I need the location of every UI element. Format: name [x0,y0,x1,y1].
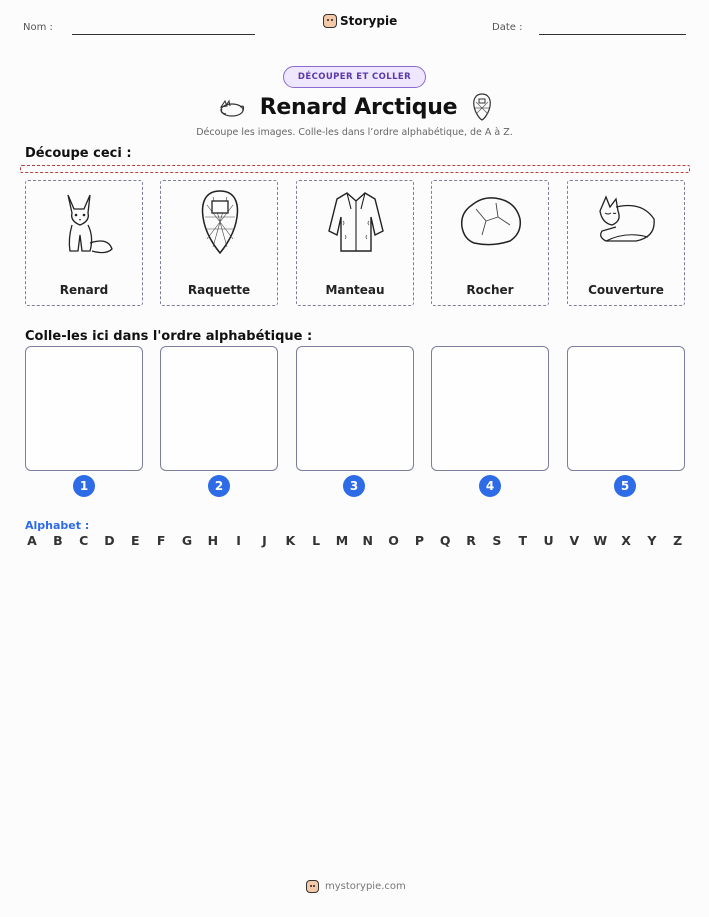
sleeping-fox-blanket-icon [592,187,662,257]
alphabet-letter: I [236,533,241,548]
number-badge-1: 1 [73,475,95,497]
paste-section-heading: Colle-les ici dans l'ordre alphabétique : [25,329,313,344]
cut-label: Couverture [588,283,664,297]
cut-section-heading: Découpe ceci : [25,146,132,161]
snowshoe-icon [185,187,255,257]
alphabet-letter: G [181,533,193,548]
alphabet-letter: M [335,533,349,548]
alphabet-letter: O [388,533,399,548]
alphabet-letter: H [207,533,219,548]
alphabet-row [25,533,685,548]
header-bar [0,14,709,40]
cut-line [20,165,690,173]
alphabet-letter: R [466,533,476,548]
date-label: Date : [492,22,523,33]
cut-label: Manteau [325,283,385,297]
date-line[interactable] [539,34,686,35]
number-badge-4: 4 [479,475,501,497]
cut-card-manteau[interactable] [296,180,414,306]
alphabet-letter: Q [439,533,451,548]
alphabet-letter: A [27,533,37,548]
alphabet-letter: U [543,533,554,548]
alphabet-letter: Z [673,533,683,548]
cut-card-raquette[interactable] [160,180,278,306]
arctic-fox-icon [50,187,120,257]
storypie-mascot-icon [323,14,337,28]
alphabet-letter: N [362,533,373,548]
alphabet-letter: K [285,533,296,548]
cut-card-renard[interactable] [25,180,143,306]
alphabet-letter: J [262,533,267,548]
alphabet-letter: B [53,533,63,548]
alphabet-letter: C [79,533,89,548]
instructions: Découpe les images. Colle-les dans l’ordre alphabétique, de A à Z. [196,127,513,138]
brand-name: Storypie [340,14,398,28]
cut-card-couverture[interactable] [567,180,685,306]
number-badge-3: 3 [343,475,365,497]
page-title: Renard Arctique [259,94,458,120]
alphabet-letter: Y [647,533,657,548]
alphabet-letter: V [569,533,580,548]
cut-label: Rocher [466,283,514,297]
cut-label: Renard [59,283,109,297]
alphabet-letter: X [621,533,631,548]
alphabet-heading: Alphabet : [25,519,90,532]
cut-label: Raquette [187,283,251,297]
footer-url[interactable]: mystorypie.com [325,881,406,892]
paste-box-1[interactable] [25,346,143,471]
paste-box-5[interactable] [567,346,685,471]
alphabet-letter: E [131,533,140,548]
rock-icon [456,187,526,257]
fur-coat-icon [321,187,391,257]
name-line[interactable] [72,34,255,35]
alphabet-letter: S [492,533,502,548]
alphabet-letter: W [593,533,608,548]
snowshoe-icon [471,92,493,122]
footer [306,880,406,893]
alphabet-letter: F [156,533,166,548]
brand-logo [323,14,397,28]
alphabet-letter: P [414,533,424,548]
paste-box-4[interactable] [431,346,549,471]
alphabet-letter: T [518,533,527,548]
title-row [0,92,709,122]
number-badge-2: 2 [208,475,230,497]
cut-card-rocher[interactable] [431,180,549,306]
alphabet-letter: D [104,533,115,548]
number-badge-5: 5 [614,475,636,497]
name-label: Nom : [23,22,53,33]
sleeping-fox-icon [216,95,246,119]
alphabet-letter: L [312,533,321,548]
storypie-mascot-icon [306,880,319,893]
paste-box-3[interactable] [296,346,414,471]
activity-badge: DÉCOUPER ET COLLER [283,66,426,88]
paste-box-2[interactable] [160,346,278,471]
